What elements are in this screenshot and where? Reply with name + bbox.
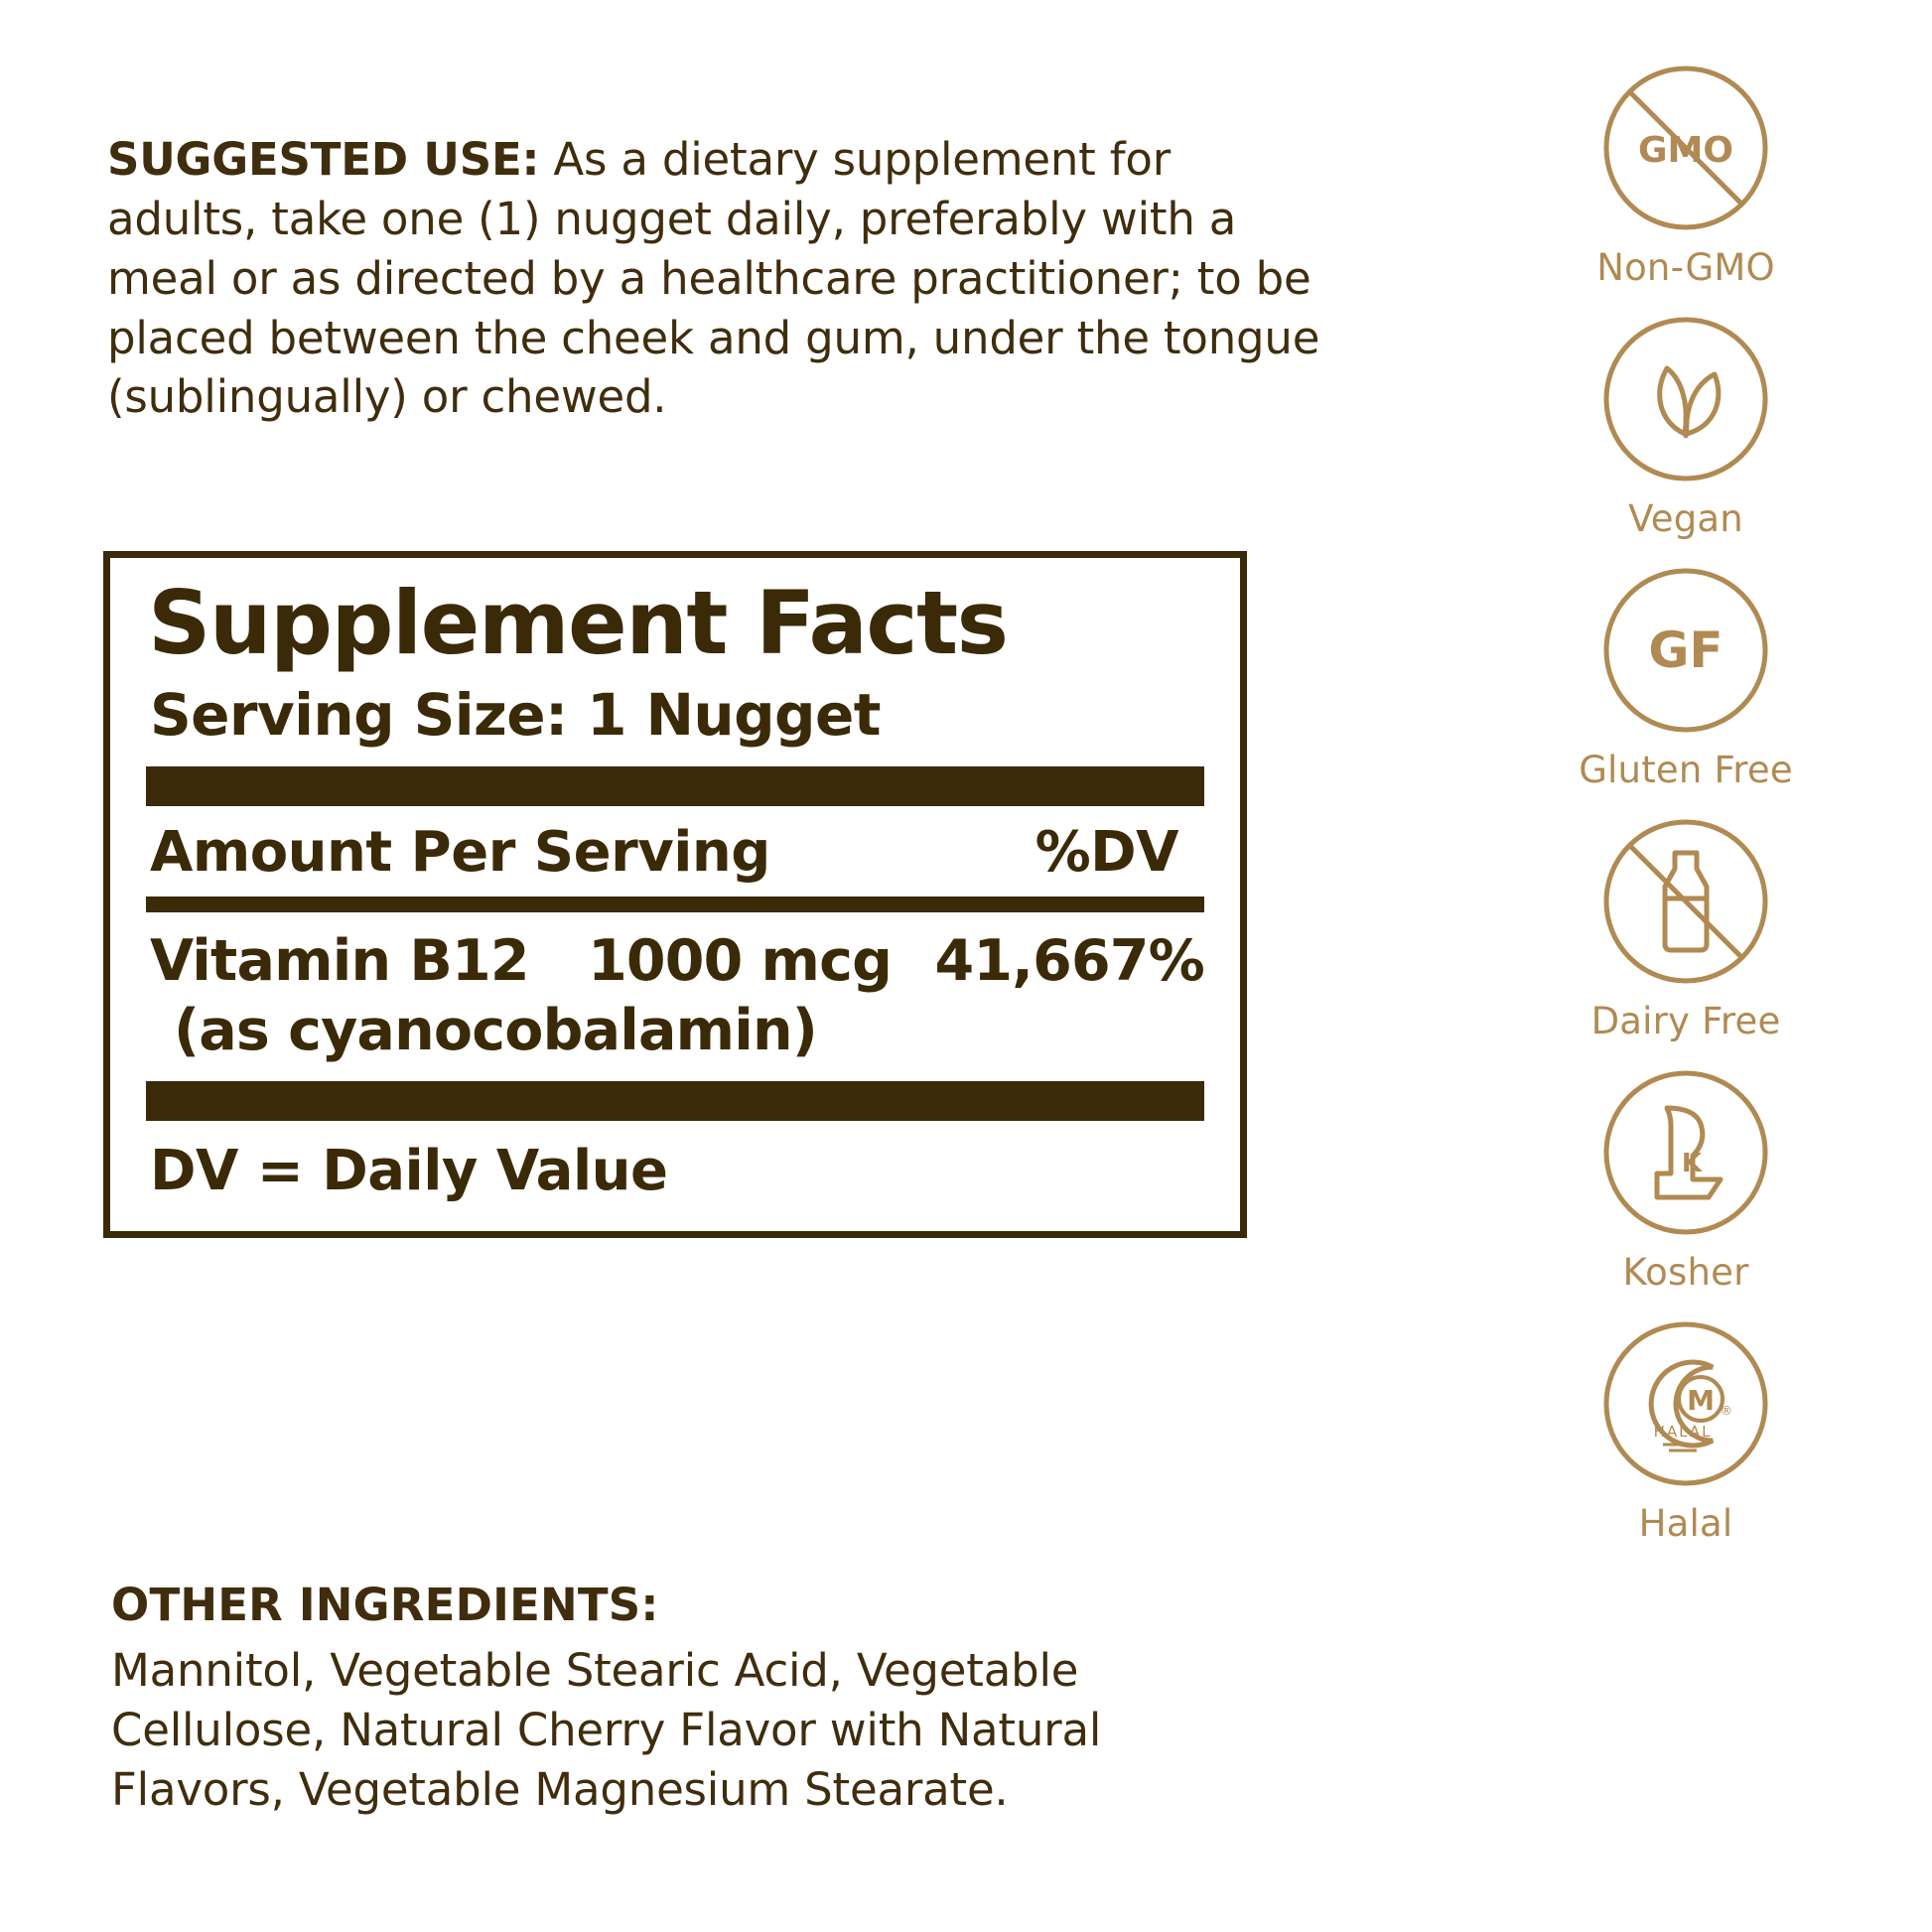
badge-non-gmo [1497, 60, 1874, 289]
svg-text:GF: GF [1648, 621, 1724, 679]
suggested-use-text: As a dietary supplement for adults, take one (1) nugget daily, preferably with a meal or as directed by a healthcare practitioner; to be placed between the cheek and gum, under the tongue (sublingually) or chewed. [107, 133, 1320, 424]
badge-vegan [1497, 311, 1874, 540]
suggested-use-block [107, 85, 1328, 472]
suggested-use-paragraph [107, 130, 1328, 427]
badge-label: Dairy Free [1590, 1000, 1781, 1042]
badge-kosher [1497, 1064, 1874, 1294]
percent-dv-header: %DV [1035, 820, 1178, 886]
amount-per-serving-header: Amount Per Serving [150, 820, 770, 886]
halal-icon [1597, 1315, 1774, 1492]
kosher-icon [1597, 1064, 1774, 1241]
facts-divider-thick [146, 766, 1204, 806]
serving-size: Serving Size: 1 Nugget [150, 681, 881, 750]
gluten-free-icon [1597, 562, 1774, 739]
badge-label: Gluten Free [1579, 749, 1793, 791]
nutrient-name: Vitamin B12 [150, 928, 529, 995]
other-ingredients-block [111, 1579, 1283, 1820]
supplement-facts-panel [103, 551, 1247, 1238]
badge-label: Halal [1638, 1502, 1733, 1545]
other-ingredients-heading: OTHER INGREDIENTS: [111, 1579, 659, 1631]
table-row [132, 912, 1218, 1063]
supplement-facts-title: Supplement Facts [148, 572, 1008, 674]
svg-text:®: ® [1721, 1404, 1732, 1418]
badge-label: Kosher [1622, 1251, 1749, 1294]
svg-text:GMO: GMO [1638, 130, 1733, 171]
certification-badge-rail [1497, 60, 1874, 1567]
nutrient-dv: 41,667% [934, 928, 1204, 995]
nutrient-amount: 1000 mcg [588, 928, 893, 995]
svg-text:HALAL: HALAL [1653, 1423, 1713, 1441]
facts-divider-medium [146, 897, 1204, 912]
vegan-leaf-icon [1597, 311, 1774, 487]
badge-halal [1497, 1315, 1874, 1545]
suggested-use-label: SUGGESTED USE: [107, 133, 540, 186]
svg-text:M: M [1687, 1384, 1715, 1417]
facts-divider-thick-bottom [146, 1081, 1204, 1121]
non-gmo-icon [1597, 60, 1774, 236]
badge-dairy-free [1497, 813, 1874, 1042]
other-ingredients-text: Mannitol, Vegetable Stearic Acid, Vegetable Cellulose, Natural Cherry Flavor with Natural Flavors, Vegetable Magnesium Stearate. [111, 1644, 1102, 1816]
badge-label: Non-GMO [1596, 246, 1775, 289]
daily-value-footnote: DV = Daily Value [150, 1139, 668, 1204]
badge-label: Vegan [1628, 497, 1743, 540]
badge-gluten-free [1497, 562, 1874, 791]
svg-text:K: K [1681, 1149, 1703, 1178]
dairy-free-icon [1597, 813, 1774, 990]
facts-column-headers [132, 806, 1218, 887]
nutrient-source: (as cyanocobalamin) [174, 998, 818, 1064]
